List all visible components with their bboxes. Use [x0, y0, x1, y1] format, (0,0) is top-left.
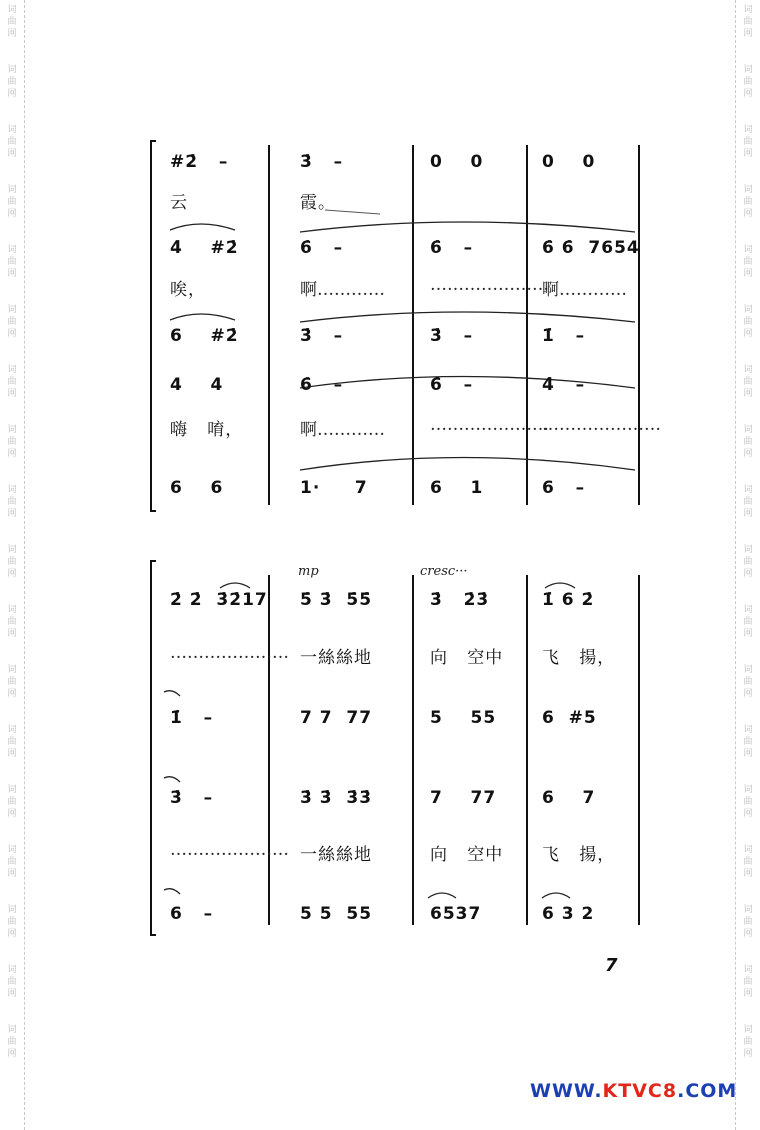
watermark-glyph-group: [736, 544, 760, 580]
watermark-char: 曲: [7, 137, 17, 147]
watermark-char: 词: [7, 65, 17, 75]
watermark-glyph-group: [736, 664, 760, 700]
note-row: [150, 904, 650, 934]
lyric-text: 霞。: [300, 193, 336, 213]
watermark-char: 曲: [743, 497, 753, 507]
watermark-glyph-group: [0, 424, 24, 460]
dynamic-mp: mp: [298, 564, 319, 579]
watermark-char: 词: [743, 485, 753, 495]
watermark-glyph-group: [736, 484, 760, 520]
measure-notes: 6537: [430, 904, 482, 924]
lyric-text: 啊…………: [300, 420, 385, 440]
watermark-char: 网: [7, 569, 17, 579]
watermark-glyph-group: [736, 1024, 760, 1060]
measure-notes: 3̇ –: [430, 326, 474, 346]
watermark-char: 曲: [7, 857, 17, 867]
note-row: [150, 152, 650, 182]
watermark-char: 曲: [743, 677, 753, 687]
watermark-glyph-group: [736, 604, 760, 640]
watermark-glyph-group: [736, 964, 760, 1000]
watermark-glyph-group: [0, 664, 24, 700]
watermark-char: 网: [7, 149, 17, 159]
watermark-char: 曲: [743, 437, 753, 447]
watermark-char: 曲: [7, 617, 17, 627]
watermark-char: 词: [743, 545, 753, 555]
watermark-char: 网: [7, 209, 17, 219]
watermark-char: 网: [7, 329, 17, 339]
lyric-text: 唉，: [170, 280, 206, 300]
watermark-char: 网: [743, 869, 753, 879]
measure-notes: 4̇ –: [542, 375, 586, 395]
watermark-char: 曲: [743, 617, 753, 627]
watermark-char: 曲: [7, 17, 17, 27]
watermark-char: 词: [7, 845, 17, 855]
lyric-row: [150, 643, 650, 673]
watermark-char: 曲: [743, 977, 753, 987]
page-number: 7: [605, 955, 618, 976]
measure-notes: 6 1: [430, 478, 484, 498]
watermark-char: 词: [7, 605, 17, 615]
watermark-char: 网: [7, 269, 17, 279]
watermark-glyph-group: [0, 124, 24, 160]
measure-notes: #2̇ –: [170, 152, 229, 172]
note-row: [150, 238, 650, 268]
lyric-text: 一絲絲地: [300, 648, 372, 668]
measure-notes: 5 55: [430, 708, 497, 728]
watermark-char: 曲: [7, 677, 17, 687]
watermark-char: 词: [743, 665, 753, 675]
lyric-text: 云: [170, 193, 188, 213]
site-watermark-logo: WWW.KTVC8.COM: [530, 1080, 738, 1102]
watermark-char: 词: [743, 605, 753, 615]
watermark-char: 网: [7, 629, 17, 639]
watermark-char: 曲: [743, 77, 753, 87]
watermark-char: 网: [743, 389, 753, 399]
watermark-glyph-group: [0, 844, 24, 880]
watermark-char: 网: [7, 689, 17, 699]
watermark-char: 网: [743, 629, 753, 639]
watermark-char: 网: [743, 329, 753, 339]
watermark-char: 曲: [743, 197, 753, 207]
watermark-char: 曲: [7, 377, 17, 387]
measure-notes: 6 #5: [542, 708, 597, 728]
watermark-char: 词: [743, 425, 753, 435]
measure-notes: 7 7 77: [300, 708, 373, 728]
watermark-char: 词: [743, 845, 753, 855]
watermark-char: 词: [743, 725, 753, 735]
note-row: [150, 478, 650, 508]
lyric-row: [150, 840, 650, 870]
watermark-char: 曲: [7, 917, 17, 927]
measure-notes: 1̇ 6 2̇: [542, 590, 595, 610]
measure-notes: 6̇ –: [430, 375, 474, 395]
watermark-glyph-group: [0, 184, 24, 220]
left-margin-watermark: [0, 0, 25, 1130]
watermark-glyph-group: [736, 4, 760, 40]
measure-notes: 6 7: [542, 788, 596, 808]
watermark-char: 词: [7, 305, 17, 315]
watermark-char: 网: [7, 389, 17, 399]
lyric-text: 一絲絲地: [300, 845, 372, 865]
watermark-glyph-group: [0, 244, 24, 280]
watermark-glyph-group: [736, 364, 760, 400]
watermark-char: 词: [743, 245, 753, 255]
measure-notes: 6̇ 6̇ 7654: [542, 238, 640, 258]
measure-notes: 3̇ –: [300, 152, 344, 172]
lyric-row: [150, 275, 650, 305]
measure-notes: 0 0: [542, 152, 596, 172]
watermark-glyph-group: [736, 304, 760, 340]
watermark-char: 曲: [743, 737, 753, 747]
watermark-char: 网: [743, 1049, 753, 1059]
watermark-glyph-group: [0, 964, 24, 1000]
watermark-char: 网: [7, 989, 17, 999]
watermark-char: 网: [7, 1049, 17, 1059]
watermark-glyph-group: [736, 784, 760, 820]
measure-notes: 6 –: [170, 904, 214, 924]
watermark-char: 网: [7, 449, 17, 459]
watermark-char: 曲: [743, 257, 753, 267]
watermark-char: 曲: [7, 1037, 17, 1047]
watermark-char: 词: [7, 245, 17, 255]
watermark-char: 曲: [7, 317, 17, 327]
watermark-char: 网: [743, 89, 753, 99]
watermark-glyph-group: [736, 904, 760, 940]
watermark-char: 词: [743, 125, 753, 135]
watermark-char: 曲: [743, 917, 753, 927]
watermark-char: 网: [743, 929, 753, 939]
watermark-glyph-group: [736, 184, 760, 220]
watermark-glyph-group: [736, 244, 760, 280]
watermark-glyph-group: [0, 544, 24, 580]
watermark-char: 词: [7, 665, 17, 675]
watermark-char: 网: [743, 569, 753, 579]
watermark-char: 曲: [7, 437, 17, 447]
watermark-glyph-group: [0, 784, 24, 820]
watermark-char: 曲: [743, 317, 753, 327]
watermark-char: 曲: [7, 557, 17, 567]
measure-notes: 1̇ –: [170, 708, 214, 728]
watermark-char: 网: [743, 269, 753, 279]
measure-notes: 6̇ –: [300, 375, 344, 395]
watermark-char: 网: [743, 449, 753, 459]
score-system-1: [150, 140, 661, 510]
lyric-text: 啊…………: [542, 280, 627, 300]
lyric-text: …………………: [170, 840, 289, 860]
measure-notes: 3̇ 3̇ 3̇3̇: [300, 788, 373, 808]
watermark-char: 词: [743, 1025, 753, 1035]
watermark-char: 网: [7, 509, 17, 519]
lyric-text: 向 空中: [430, 648, 504, 668]
watermark-char: 网: [743, 29, 753, 39]
watermark-char: 曲: [7, 197, 17, 207]
measure-notes: 3̇ –: [170, 788, 214, 808]
measure-notes: 6 #2̇: [170, 326, 239, 346]
lyric-text: …………………: [430, 415, 549, 435]
watermark-char: 网: [743, 149, 753, 159]
measure-notes: 5 5 55: [300, 904, 373, 924]
watermark-char: 曲: [743, 17, 753, 27]
watermark-glyph-group: [736, 64, 760, 100]
measure-notes: 6 3 2: [542, 904, 595, 924]
lyric-text: …………………: [170, 643, 289, 663]
watermark-char: 词: [743, 965, 753, 975]
lyric-text: 啊…………: [300, 280, 385, 300]
watermark-glyph-group: [0, 1024, 24, 1060]
watermark-char: 网: [7, 809, 17, 819]
lyric-row: [150, 188, 650, 218]
watermark-char: 曲: [7, 497, 17, 507]
watermark-glyph-group: [0, 64, 24, 100]
measure-notes: 6̇ –: [430, 238, 474, 258]
measure-notes: 7 77: [430, 788, 497, 808]
lyric-row: [150, 415, 661, 445]
watermark-char: 词: [7, 725, 17, 735]
watermark-char: 词: [743, 785, 753, 795]
note-row: [150, 708, 650, 738]
watermark-char: 词: [743, 905, 753, 915]
watermark-char: 词: [7, 785, 17, 795]
measure-notes: 6 –: [542, 478, 586, 498]
measure-notes: 0 0: [430, 152, 484, 172]
dynamic-cresc: cresc···: [420, 564, 468, 579]
measure-notes: 6̇ –: [300, 238, 344, 258]
lyric-text: 向 空中: [430, 845, 504, 865]
watermark-glyph-group: [736, 724, 760, 760]
watermark-char: 曲: [7, 257, 17, 267]
lyric-text: 嗨 唷，: [170, 420, 244, 440]
watermark-char: 曲: [743, 557, 753, 567]
watermark-char: 词: [7, 185, 17, 195]
right-margin-watermark: [735, 0, 760, 1130]
watermark-char: 词: [743, 365, 753, 375]
measure-notes: 2̇ 2̇ 3̇2̇17: [170, 590, 268, 610]
watermark-char: 词: [7, 905, 17, 915]
watermark-char: 曲: [743, 1037, 753, 1047]
measure-notes: 1· 7: [300, 478, 368, 498]
watermark-glyph-group: [736, 124, 760, 160]
watermark-char: 曲: [7, 737, 17, 747]
watermark-char: 网: [7, 89, 17, 99]
watermark-glyph-group: [0, 724, 24, 760]
watermark-glyph-group: [0, 604, 24, 640]
watermark-glyph-group: [736, 424, 760, 460]
watermark-char: 网: [743, 809, 753, 819]
watermark-char: 网: [743, 209, 753, 219]
watermark-char: 网: [743, 749, 753, 759]
watermark-glyph-group: [0, 304, 24, 340]
watermark-char: 网: [7, 749, 17, 759]
watermark-char: 词: [743, 65, 753, 75]
watermark-char: 词: [7, 965, 17, 975]
note-row: [150, 590, 650, 620]
watermark-glyph-group: [0, 484, 24, 520]
measure-notes: 3̇ –: [300, 326, 344, 346]
watermark-char: 词: [743, 185, 753, 195]
lyric-text: 飞 揚，: [542, 648, 616, 668]
watermark-char: 曲: [7, 977, 17, 987]
watermark-char: 词: [7, 125, 17, 135]
watermark-char: 曲: [743, 797, 753, 807]
watermark-glyph-group: [0, 364, 24, 400]
watermark-glyph-group: [736, 844, 760, 880]
measure-notes: 5̇ 3̇ 5̇5̇: [300, 590, 373, 610]
watermark-char: 词: [743, 5, 753, 15]
measure-notes: 6 6: [170, 478, 224, 498]
note-row: [150, 326, 650, 356]
watermark-char: 曲: [7, 797, 17, 807]
note-row: [150, 788, 650, 818]
watermark-glyph-group: [0, 904, 24, 940]
note-row: [150, 375, 650, 405]
watermark-char: 曲: [743, 377, 753, 387]
score-system-2: [150, 560, 650, 935]
measure-notes: 1̇ –: [542, 326, 586, 346]
lyric-text: …………………: [430, 275, 549, 295]
watermark-char: 词: [7, 365, 17, 375]
watermark-char: 网: [7, 29, 17, 39]
lyric-text: 飞 揚，: [542, 845, 616, 865]
measure-notes: 3̇ 2̇3̇: [430, 590, 490, 610]
watermark-char: 词: [7, 485, 17, 495]
watermark-char: 曲: [743, 137, 753, 147]
watermark-char: 词: [7, 545, 17, 555]
watermark-char: 词: [7, 425, 17, 435]
watermark-char: 网: [743, 509, 753, 519]
watermark-char: 曲: [7, 77, 17, 87]
measure-notes: 4̇ #2̇: [170, 238, 239, 258]
measure-notes: 4 4: [170, 375, 224, 395]
lyric-text: …………………: [542, 415, 661, 435]
watermark-char: 网: [7, 869, 17, 879]
watermark-char: 词: [743, 305, 753, 315]
watermark-char: 曲: [743, 857, 753, 867]
watermark-char: 网: [743, 989, 753, 999]
watermark-glyph-group: [0, 4, 24, 40]
watermark-char: 词: [7, 5, 17, 15]
watermark-char: 网: [743, 689, 753, 699]
watermark-char: 网: [7, 929, 17, 939]
watermark-char: 词: [7, 1025, 17, 1035]
